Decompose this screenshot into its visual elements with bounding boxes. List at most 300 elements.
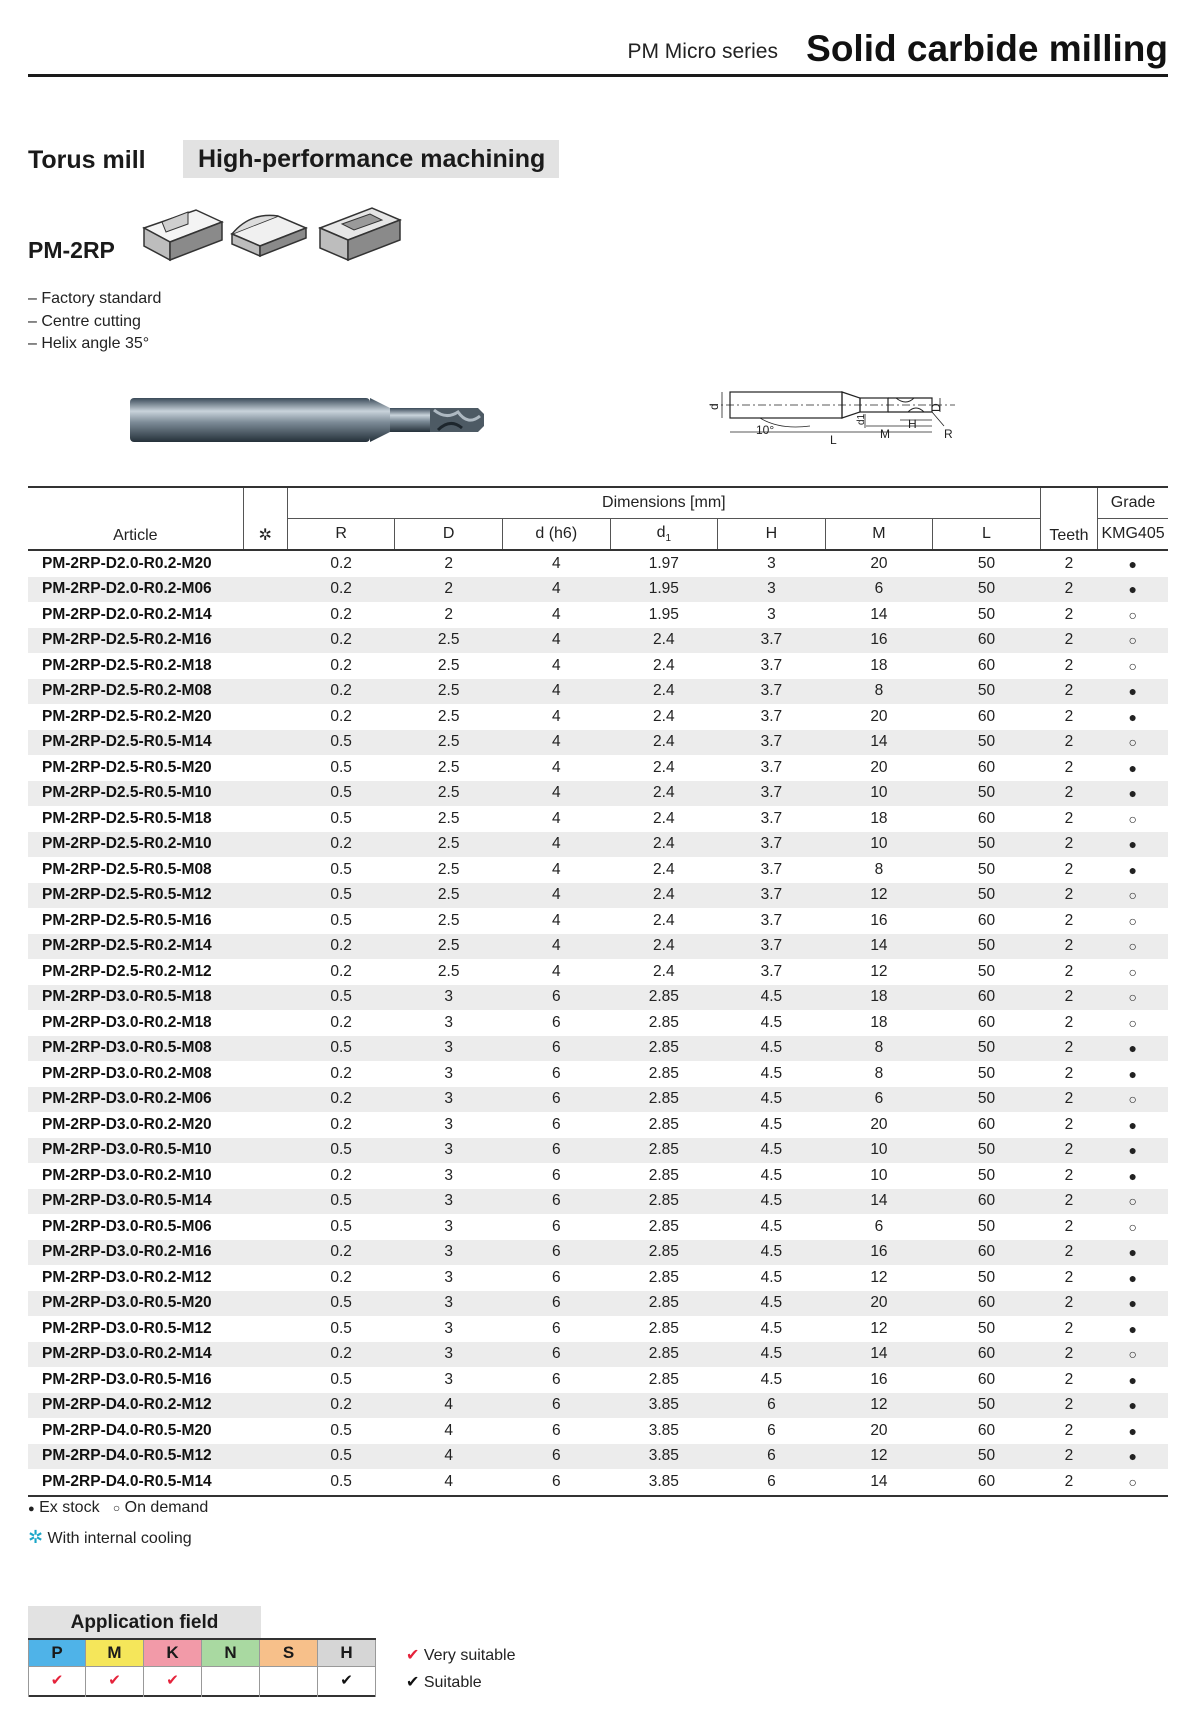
- L-cell: 50: [933, 832, 1041, 858]
- application-field-k: [144, 1640, 202, 1697]
- table-row: [28, 934, 1168, 960]
- teeth-cell: 2: [1064, 605, 1074, 623]
- feature-item: – Factory standard: [28, 290, 162, 307]
- d-h6-cell: 6: [502, 1036, 610, 1062]
- L-cell: 50: [933, 577, 1041, 603]
- d-h6-cell: 6: [551, 1370, 561, 1388]
- d1-cell: 3.85: [610, 1469, 718, 1496]
- suitability-check-icon: ✔: [29, 1667, 85, 1697]
- dim-L-label: L: [830, 433, 837, 447]
- L-cell: 60: [933, 1240, 1041, 1266]
- R-cell: 0.5: [287, 781, 395, 807]
- L-cell: 60: [977, 911, 996, 929]
- H-cell: 4.5: [718, 1240, 826, 1266]
- cooling-cell: [243, 781, 287, 807]
- d-h6-cell: 4: [502, 679, 610, 705]
- H-cell: 4.5: [718, 1189, 826, 1215]
- L-cell: 50: [977, 1064, 996, 1082]
- article-cell: PM-2RP-D4.0-R0.5-M12: [28, 1444, 243, 1470]
- d1-cell: 2.4: [653, 656, 675, 674]
- d-h6-cell: 4: [551, 554, 561, 572]
- on-demand-label: On demand: [124, 1499, 209, 1516]
- M-cell: 6: [874, 1217, 884, 1235]
- cooling-cell: [243, 1240, 287, 1266]
- slot-shape-icon: [144, 210, 222, 260]
- d-h6-cell: 4: [502, 781, 610, 807]
- suitability-check-icon: [260, 1667, 317, 1697]
- H-cell: 4.5: [718, 1138, 826, 1164]
- L-cell: 50: [977, 1319, 996, 1337]
- teeth-cell: 2: [1040, 1342, 1097, 1368]
- table-row: [28, 1393, 1168, 1419]
- article-cell: PM-2RP-D2.5-R0.5-M10: [28, 781, 243, 807]
- R-cell: 0.5: [330, 1319, 352, 1337]
- teeth-cell: 2: [1040, 1393, 1097, 1419]
- article-cell: PM-2RP-D2.5-R0.5-M16: [42, 911, 212, 929]
- H-cell: 3.7: [718, 934, 826, 960]
- d-h6-cell: 6: [551, 1268, 561, 1286]
- grade-cell: ●: [1098, 1138, 1168, 1164]
- M-cell: 16: [825, 1240, 933, 1266]
- d-h6-cell: 6: [551, 1013, 561, 1031]
- d-h6-cell: 6: [502, 1240, 610, 1266]
- grade-cell: ●: [1128, 1422, 1138, 1439]
- H-cell: 6: [718, 1444, 826, 1470]
- L-cell: 50: [933, 781, 1041, 807]
- d1-cell: 1.97: [648, 554, 679, 572]
- teeth-cell: 2: [1064, 707, 1074, 725]
- teeth-cell: 2: [1040, 1291, 1097, 1317]
- R-cell: 0.2: [330, 707, 352, 725]
- article-cell: PM-2RP-D3.0-R0.2-M20: [42, 1115, 212, 1133]
- D-cell: 2.5: [395, 883, 503, 909]
- d-h6-cell: 4: [502, 883, 610, 909]
- D-cell: 3: [444, 1115, 453, 1133]
- table-row: [28, 1087, 1168, 1113]
- R-cell: 0.5: [330, 809, 352, 827]
- table-row: [28, 781, 1168, 807]
- R-cell: 0.5: [287, 1138, 395, 1164]
- dim-H-label: H: [908, 417, 917, 431]
- table-row: [28, 959, 1168, 985]
- H-cell: 4.5: [760, 1013, 783, 1031]
- D-cell: 3: [395, 985, 503, 1011]
- d-h6-cell: 4: [502, 730, 610, 756]
- D-cell: 2.5: [395, 628, 503, 654]
- cooling-cell: [243, 1010, 287, 1036]
- article-cell: PM-2RP-D2.5-R0.2-M12: [42, 962, 212, 980]
- R-cell: 0.5: [287, 1444, 395, 1470]
- dim-d1-label: d1: [856, 413, 867, 425]
- table-row: [28, 679, 1168, 705]
- M-cell: 6: [825, 1087, 933, 1113]
- R-cell: 0.5: [330, 911, 352, 929]
- cooling-cell: [243, 1112, 287, 1138]
- cooling-cell: [243, 653, 287, 679]
- d-h6-cell: 4: [551, 962, 561, 980]
- article-cell: PM-2RP-D3.0-R0.5-M06: [42, 1217, 212, 1235]
- d1-cell: 3.85: [610, 1393, 718, 1419]
- very-suitable-label: Very suitable: [423, 1647, 516, 1664]
- page-header: [28, 20, 1168, 77]
- grade-cell: ○: [1128, 1014, 1138, 1031]
- suitable-label: Suitable: [423, 1674, 482, 1691]
- R-cell: 0.5: [330, 758, 352, 776]
- material-label: P: [29, 1640, 85, 1667]
- table-row: [28, 806, 1168, 832]
- cooling-cell: [243, 1469, 287, 1496]
- L-cell: 50: [933, 679, 1041, 705]
- d1-cell: 2.4: [610, 730, 718, 756]
- suitability-check-icon: ✔: [318, 1667, 375, 1697]
- d1-cell: 2.4: [610, 883, 718, 909]
- H-cell: 4.5: [760, 1268, 783, 1286]
- article-cell: PM-2RP-D3.0-R0.2-M18: [42, 1013, 212, 1031]
- R-cell: 0.2: [287, 679, 395, 705]
- article-cell: PM-2RP-D3.0-R0.2-M08: [42, 1064, 212, 1082]
- R-cell: 0.5: [330, 1217, 352, 1235]
- grade-cell: ○: [1098, 934, 1168, 960]
- H-cell: 6: [718, 1469, 826, 1496]
- d1-cell: 2.85: [610, 985, 718, 1011]
- teeth-cell: 2: [1040, 1087, 1097, 1113]
- R-cell: 0.2: [287, 1393, 395, 1419]
- L-cell: 60: [977, 1115, 996, 1133]
- d1-cell: 2.4: [610, 679, 718, 705]
- H-cell: 4.5: [760, 1115, 783, 1133]
- grade-cell: ○: [1128, 810, 1138, 827]
- dimensions-header: Dimensions [mm]: [287, 487, 1040, 519]
- d-h6-cell: 4: [551, 911, 561, 929]
- application-grid: [28, 1638, 376, 1697]
- article-cell: PM-2RP-D2.5-R0.2-M14: [28, 934, 243, 960]
- L-cell: 60: [977, 707, 996, 725]
- table-row: [28, 1367, 1168, 1393]
- d1-cell: 2.4: [610, 832, 718, 858]
- article-cell: PM-2RP-D2.0-R0.2-M20: [42, 554, 212, 572]
- grade-cell: ●: [1128, 555, 1138, 572]
- M-cell: 10: [825, 1138, 933, 1164]
- teeth-cell: 2: [1040, 1444, 1097, 1470]
- article-cell: PM-2RP-D4.0-R0.2-M12: [28, 1393, 243, 1419]
- teeth-cell: 2: [1040, 730, 1097, 756]
- internal-cooling-label: With internal cooling: [47, 1530, 192, 1547]
- table-row: [28, 883, 1168, 909]
- table-row: [28, 1214, 1168, 1240]
- R-cell: 0.2: [287, 934, 395, 960]
- cooling-cell: [243, 1163, 287, 1189]
- D-cell: 2.5: [437, 656, 460, 674]
- application-field-m: [86, 1640, 144, 1697]
- teeth-cell: 2: [1064, 1166, 1074, 1184]
- grade-cell: ○: [1098, 883, 1168, 909]
- col-L-header: L: [933, 519, 1041, 551]
- d1-cell: 2.85: [648, 1115, 679, 1133]
- cooling-cell: [243, 1393, 287, 1419]
- grade-cell: ●: [1128, 1167, 1138, 1184]
- d1-cell: 2.4: [610, 781, 718, 807]
- cooling-cell: [243, 857, 287, 883]
- R-cell: 0.5: [287, 1189, 395, 1215]
- D-cell: 3: [444, 1217, 453, 1235]
- L-cell: 50: [933, 1138, 1041, 1164]
- table-row: [28, 1291, 1168, 1317]
- d1-cell: 2.4: [610, 934, 718, 960]
- H-cell: 3.7: [718, 883, 826, 909]
- d-h6-cell: 6: [502, 1138, 610, 1164]
- angle-label: 10°: [756, 423, 775, 437]
- M-cell: 14: [825, 730, 933, 756]
- R-cell: 0.2: [287, 832, 395, 858]
- H-cell: 4.5: [718, 1291, 826, 1317]
- D-cell: 3: [444, 1319, 453, 1337]
- D-cell: 2: [444, 605, 453, 623]
- dim-R-label: R: [944, 427, 953, 441]
- L-cell: 50: [933, 730, 1041, 756]
- tool-photo-image: [128, 392, 488, 448]
- grade-cell: ○: [1128, 963, 1138, 980]
- grade-cell: ●: [1098, 1036, 1168, 1062]
- M-cell: 18: [870, 656, 888, 674]
- cooling-cell: [243, 1367, 287, 1393]
- grade-cell: ○: [1098, 985, 1168, 1011]
- article-cell: PM-2RP-D3.0-R0.2-M16: [28, 1240, 243, 1266]
- grade-cell: ●: [1128, 1371, 1138, 1388]
- d-h6-cell: 6: [551, 1115, 561, 1133]
- teeth-cell: 2: [1064, 809, 1074, 827]
- M-cell: 12: [870, 1319, 888, 1337]
- grade-cell: ○: [1098, 1087, 1168, 1113]
- M-cell: 14: [870, 605, 888, 623]
- dim-d-label: d: [707, 403, 721, 410]
- d-h6-cell: 6: [502, 1342, 610, 1368]
- M-cell: 10: [825, 832, 933, 858]
- D-cell: 3: [395, 1189, 503, 1215]
- d-h6-cell: 6: [551, 1421, 561, 1439]
- d1-cell: 2.85: [610, 1342, 718, 1368]
- table-row: [28, 704, 1168, 730]
- R-cell: 0.5: [287, 1291, 395, 1317]
- teeth-cell: 2: [1040, 781, 1097, 807]
- cooling-cell: [243, 985, 287, 1011]
- D-cell: 4: [395, 1444, 503, 1470]
- D-cell: 2.5: [395, 730, 503, 756]
- cooling-cell: [243, 959, 287, 985]
- cooling-cell: [243, 1087, 287, 1113]
- article-cell: PM-2RP-D2.5-R0.2-M08: [28, 679, 243, 705]
- d1-cell: 1.95: [610, 577, 718, 603]
- D-cell: 3: [395, 1036, 503, 1062]
- M-cell: 14: [825, 1469, 933, 1496]
- grade-cell: ●: [1098, 577, 1168, 603]
- H-cell: 4.5: [760, 1064, 783, 1082]
- M-cell: 14: [825, 934, 933, 960]
- d1-cell: 3.85: [648, 1421, 679, 1439]
- teeth-cell: 2: [1040, 1240, 1097, 1266]
- grade-cell: ○: [1128, 606, 1138, 623]
- ex-stock-label: Ex stock: [39, 1499, 100, 1516]
- d1-cell: 2.4: [653, 758, 675, 776]
- H-cell: 3.7: [718, 832, 826, 858]
- grade-cell: ●: [1098, 781, 1168, 807]
- H-cell: 4.5: [760, 1217, 783, 1235]
- R-cell: 0.5: [287, 1036, 395, 1062]
- D-cell: 2.5: [437, 860, 460, 878]
- material-label: H: [318, 1640, 375, 1667]
- d-h6-cell: 4: [551, 656, 561, 674]
- M-cell: 16: [825, 628, 933, 654]
- R-cell: 0.2: [330, 1064, 352, 1082]
- cooling-cell: [243, 1316, 287, 1342]
- grade-cell: ●: [1128, 861, 1138, 878]
- teeth-cell: 2: [1064, 554, 1074, 572]
- D-cell: 4: [395, 1469, 503, 1496]
- D-cell: 3: [395, 1087, 503, 1113]
- L-cell: 60: [977, 758, 996, 776]
- M-cell: 14: [825, 1189, 933, 1215]
- M-cell: 6: [825, 577, 933, 603]
- application-field-n: [202, 1640, 260, 1697]
- teeth-cell: 2: [1040, 1138, 1097, 1164]
- H-cell: 4.5: [760, 1370, 783, 1388]
- cooling-cell: [243, 832, 287, 858]
- table-row: [28, 1316, 1168, 1342]
- d-h6-cell: 4: [551, 758, 561, 776]
- D-cell: 2.5: [437, 707, 460, 725]
- d-h6-cell: 4: [551, 809, 561, 827]
- grade-cell: ●: [1128, 1116, 1138, 1133]
- L-cell: 60: [933, 1342, 1041, 1368]
- d1-cell: 2.85: [610, 1240, 718, 1266]
- cooling-cell: [243, 550, 287, 577]
- table-row: [28, 577, 1168, 603]
- D-cell: 2: [395, 577, 503, 603]
- L-cell: 50: [977, 1217, 996, 1235]
- table-row: [28, 1061, 1168, 1087]
- article-cell: PM-2RP-D2.5-R0.2-M10: [28, 832, 243, 858]
- D-cell: 3: [444, 1370, 453, 1388]
- D-cell: 3: [395, 1291, 503, 1317]
- M-cell: 20: [870, 707, 888, 725]
- R-cell: 0.5: [330, 1421, 352, 1439]
- M-cell: 18: [825, 985, 933, 1011]
- teeth-cell: 2: [1040, 1189, 1097, 1215]
- H-cell: 4.5: [718, 1087, 826, 1113]
- cooling-cell: [243, 908, 287, 934]
- H-cell: 6: [767, 1421, 776, 1439]
- application-legend: [406, 1642, 515, 1696]
- teeth-cell: 2: [1040, 883, 1097, 909]
- H-cell: 3.7: [760, 707, 783, 725]
- article-cell: PM-2RP-D2.5-R0.5-M14: [28, 730, 243, 756]
- L-cell: 60: [933, 628, 1041, 654]
- L-cell: 50: [977, 554, 996, 572]
- d-h6-cell: 6: [551, 1064, 561, 1082]
- cooling-cell: [243, 934, 287, 960]
- cooling-cell: [243, 1138, 287, 1164]
- D-cell: 2.5: [395, 832, 503, 858]
- grade-cell: ●: [1098, 679, 1168, 705]
- cooling-legend: [28, 1527, 192, 1548]
- d1-cell: 2.4: [610, 628, 718, 654]
- M-cell: 12: [825, 883, 933, 909]
- grade-cell: ○: [1098, 730, 1168, 756]
- d-h6-cell: 4: [551, 605, 561, 623]
- article-cell: PM-2RP-D3.0-R0.2-M06: [28, 1087, 243, 1113]
- teeth-cell: 2: [1040, 934, 1097, 960]
- article-cell: PM-2RP-D3.0-R0.5-M14: [28, 1189, 243, 1215]
- table-row: [28, 1418, 1168, 1444]
- teeth-cell: 2: [1064, 758, 1074, 776]
- grade-cell: ●: [1098, 832, 1168, 858]
- very-suitable-icon: ✔: [406, 1647, 420, 1664]
- table-row: [28, 602, 1168, 628]
- d-h6-cell: 4: [502, 832, 610, 858]
- grade-cell: ○: [1098, 1342, 1168, 1368]
- material-label: N: [202, 1640, 259, 1667]
- M-cell: 8: [825, 679, 933, 705]
- cooling-cell: [243, 1061, 287, 1087]
- d-h6-cell: 4: [551, 860, 561, 878]
- grade-cell: ●: [1128, 1065, 1138, 1082]
- col-H-header: H: [718, 519, 826, 551]
- d-h6-cell: 6: [502, 1189, 610, 1215]
- d-h6-cell: 6: [502, 1444, 610, 1470]
- R-cell: 0.2: [287, 1087, 395, 1113]
- L-cell: 50: [977, 860, 996, 878]
- R-cell: 0.5: [287, 1469, 395, 1496]
- H-cell: 3.7: [718, 730, 826, 756]
- L-cell: 60: [933, 985, 1041, 1011]
- application-field-s: [260, 1640, 318, 1697]
- table-row: [28, 628, 1168, 654]
- page-title: Solid carbide milling: [806, 28, 1168, 69]
- table-row: [28, 985, 1168, 1011]
- machining-shapes-icon: [140, 198, 410, 268]
- L-cell: 60: [977, 1421, 996, 1439]
- D-cell: 3: [395, 1342, 503, 1368]
- H-cell: 3: [767, 605, 776, 623]
- R-cell: 0.2: [330, 1115, 352, 1133]
- L-cell: 50: [933, 1087, 1041, 1113]
- article-cell: PM-2RP-D2.5-R0.2-M16: [28, 628, 243, 654]
- teeth-cell: 2: [1064, 860, 1074, 878]
- teeth-cell: 2: [1064, 911, 1074, 929]
- d1-cell: 2.4: [653, 707, 675, 725]
- product-name: PM-2RP: [28, 237, 115, 263]
- cooling-cell: [243, 730, 287, 756]
- table-row: [28, 857, 1168, 883]
- table-row: [28, 1036, 1168, 1062]
- on-demand-icon: ○: [112, 1501, 121, 1515]
- application-field: [28, 1606, 376, 1697]
- H-cell: 3.7: [718, 628, 826, 654]
- M-cell: 12: [825, 1444, 933, 1470]
- M-cell: 20: [825, 1291, 933, 1317]
- d1-cell: 2.85: [610, 1036, 718, 1062]
- d1-cell: 2.85: [648, 1166, 679, 1184]
- material-label: S: [260, 1640, 317, 1667]
- R-cell: 0.2: [287, 577, 395, 603]
- teeth-cell: 2: [1040, 832, 1097, 858]
- teeth-cell: 2: [1064, 1370, 1074, 1388]
- d-h6-cell: 4: [502, 628, 610, 654]
- d1-cell: 3.85: [610, 1444, 718, 1470]
- table-row: [28, 832, 1168, 858]
- d1-cell: 2.85: [648, 1013, 679, 1031]
- R-cell: 0.2: [287, 1342, 395, 1368]
- M-cell: 8: [874, 1064, 884, 1082]
